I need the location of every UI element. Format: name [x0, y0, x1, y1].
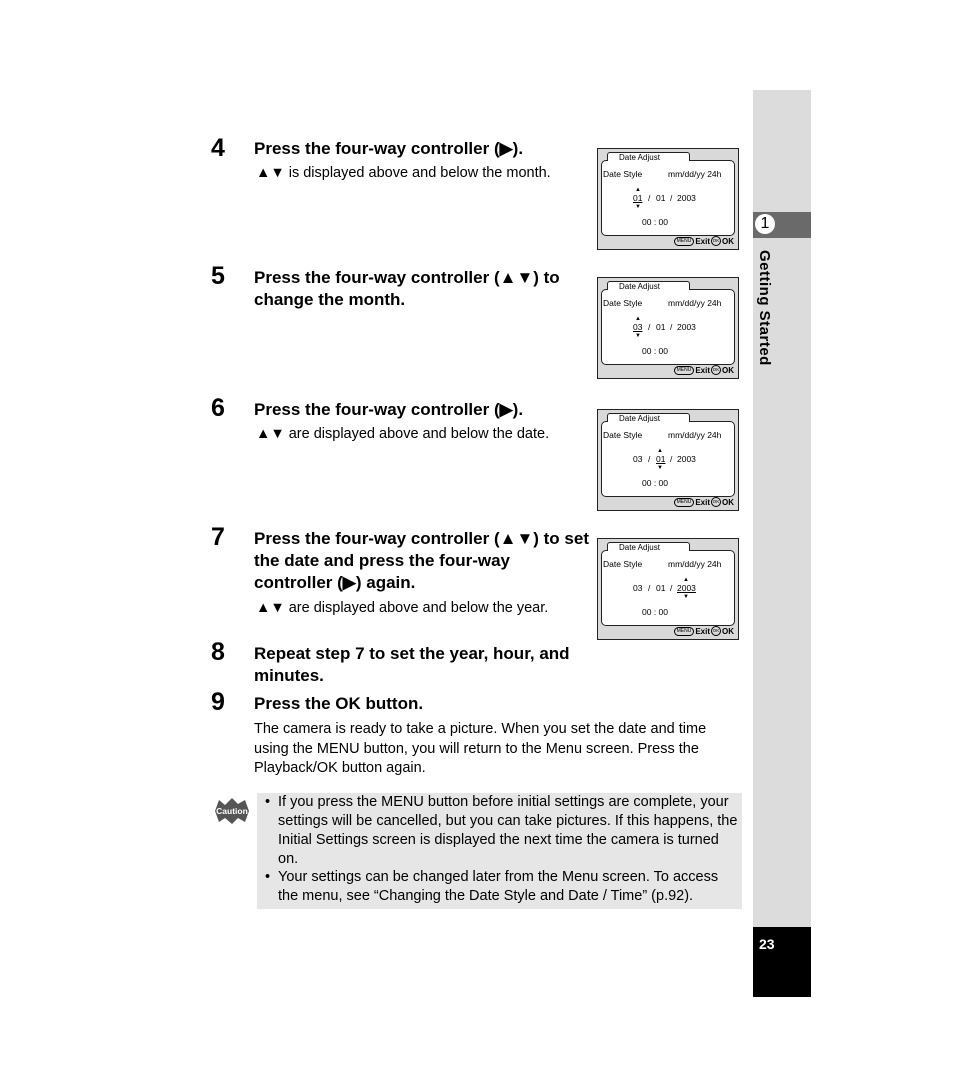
- screen-footer: [674, 626, 734, 636]
- screen-footer: [674, 236, 734, 246]
- date-format-value: mm/dd/yy 24h: [668, 559, 722, 569]
- date-separator: /: [670, 454, 673, 464]
- screen-tab-label: Date Adjust: [607, 152, 690, 161]
- ok-button-icon: OK: [711, 497, 721, 507]
- step-number: 9: [211, 688, 225, 716]
- month-value: 03: [633, 583, 643, 593]
- date-style-label: Date Style: [603, 298, 643, 308]
- screen-footer: [674, 497, 734, 507]
- menu-button-icon: MENU: [674, 498, 695, 507]
- caution-icon: [213, 797, 251, 825]
- exit-label: Exit: [695, 236, 710, 246]
- caution-item: If you press the MENU button before initial settings are complete, your settings will be cancelled, but you can take pictures. If this happens, the Initial Settings screen is displayed the next time the camera is turned on.: [278, 794, 738, 867]
- month-value: 01: [633, 193, 643, 203]
- time-value: 00 : 00: [642, 346, 668, 356]
- screen-tab-label: Date Adjust: [607, 542, 690, 551]
- date-style-label: Date Style: [603, 430, 643, 440]
- date-format-value: mm/dd/yy 24h: [668, 430, 722, 440]
- step-note: ▲▼ is displayed above and below the month.: [256, 165, 551, 181]
- bullet: •: [265, 794, 271, 810]
- screen-tab-label: Date Adjust: [607, 413, 690, 422]
- camera-screen-date-adjust: [597, 277, 739, 379]
- menu-button-icon: MENU: [674, 627, 695, 636]
- down-arrow-icon: ▼: [683, 594, 689, 600]
- ok-button-icon: OK: [711, 236, 721, 246]
- exit-label: Exit: [695, 365, 710, 375]
- day-value: 01: [656, 193, 666, 203]
- day-value: 01: [656, 322, 666, 332]
- bullet: •: [265, 869, 271, 885]
- date-separator: /: [670, 193, 673, 203]
- step-note: ▲▼ are displayed above and below the date.: [256, 426, 550, 442]
- down-arrow-icon: ▼: [657, 465, 663, 471]
- date-separator: /: [648, 193, 651, 203]
- step-title: Press the four-way controller (▶).: [254, 139, 524, 158]
- ok-label: OK: [722, 236, 734, 246]
- camera-screen-date-adjust: [597, 148, 739, 250]
- time-value: 00 : 00: [642, 607, 668, 617]
- up-arrow-icon: ▲: [683, 577, 689, 583]
- up-arrow-icon: ▲: [635, 187, 641, 193]
- day-value: 01: [656, 454, 666, 464]
- date-style-label: Date Style: [603, 169, 643, 179]
- ok-label: OK: [722, 497, 734, 507]
- step-number: 5: [211, 262, 225, 290]
- month-value: 03: [633, 454, 643, 464]
- page-number: 23: [759, 936, 775, 952]
- step-number: 8: [211, 638, 225, 666]
- caution-label: Caution: [216, 806, 248, 816]
- date-format-value: mm/dd/yy 24h: [668, 298, 722, 308]
- step-number: 6: [211, 394, 225, 422]
- caution-item: Your settings can be changed later from the Menu screen. To access the menu, see “Changing the Date Style and Date / Time” (p.92).: [278, 869, 719, 904]
- ok-label: OK: [722, 365, 734, 375]
- step-body: The camera is ready to take a picture. When you set the date and time using the MENU button, you will return to the Menu screen. Press the Playback/OK button again.: [254, 721, 707, 776]
- step-title: Repeat step 7 to set the year, hour, and minutes.: [254, 644, 570, 685]
- month-value: 03: [633, 322, 643, 332]
- step-number: 4: [211, 134, 225, 162]
- date-separator: /: [670, 322, 673, 332]
- step-title: Press the four-way controller (▲▼) to change the month.: [254, 268, 560, 309]
- date-separator: /: [670, 583, 673, 593]
- date-separator: /: [648, 322, 651, 332]
- up-arrow-icon: ▲: [657, 448, 663, 454]
- step-note: ▲▼ are displayed above and below the year.: [256, 600, 549, 616]
- date-separator: /: [648, 583, 651, 593]
- step-title: Press the four-way controller (▲▼) to set the date and press the four-way controller (▶) again.: [254, 529, 589, 592]
- menu-button-icon: MENU: [674, 366, 695, 375]
- screen-footer: [674, 365, 734, 375]
- step-title: Press the OK button.: [254, 694, 424, 713]
- step-number: 7: [211, 523, 225, 551]
- date-style-label: Date Style: [603, 559, 643, 569]
- date-format-value: mm/dd/yy 24h: [668, 169, 722, 179]
- exit-label: Exit: [695, 626, 710, 636]
- screen-tab-label: Date Adjust: [607, 281, 690, 290]
- date-separator: /: [648, 454, 651, 464]
- year-value: 2003: [677, 454, 696, 464]
- up-arrow-icon: ▲: [635, 316, 641, 322]
- exit-label: Exit: [695, 497, 710, 507]
- chapter-number: 1: [755, 214, 775, 234]
- step-title: Press the four-way controller (▶).: [254, 400, 524, 419]
- year-value: 2003: [677, 193, 696, 203]
- camera-screen-date-adjust: [597, 409, 739, 511]
- down-arrow-icon: ▼: [635, 204, 641, 210]
- ok-label: OK: [722, 626, 734, 636]
- time-value: 00 : 00: [642, 478, 668, 488]
- ok-button-icon: OK: [711, 365, 721, 375]
- down-arrow-icon: ▼: [635, 333, 641, 339]
- menu-button-icon: MENU: [674, 237, 695, 246]
- year-value: 2003: [677, 583, 696, 593]
- chapter-title: Getting Started: [756, 250, 773, 366]
- time-value: 00 : 00: [642, 217, 668, 227]
- ok-button-icon: OK: [711, 626, 721, 636]
- camera-screen-date-adjust: [597, 538, 739, 640]
- year-value: 2003: [677, 322, 696, 332]
- day-value: 01: [656, 583, 666, 593]
